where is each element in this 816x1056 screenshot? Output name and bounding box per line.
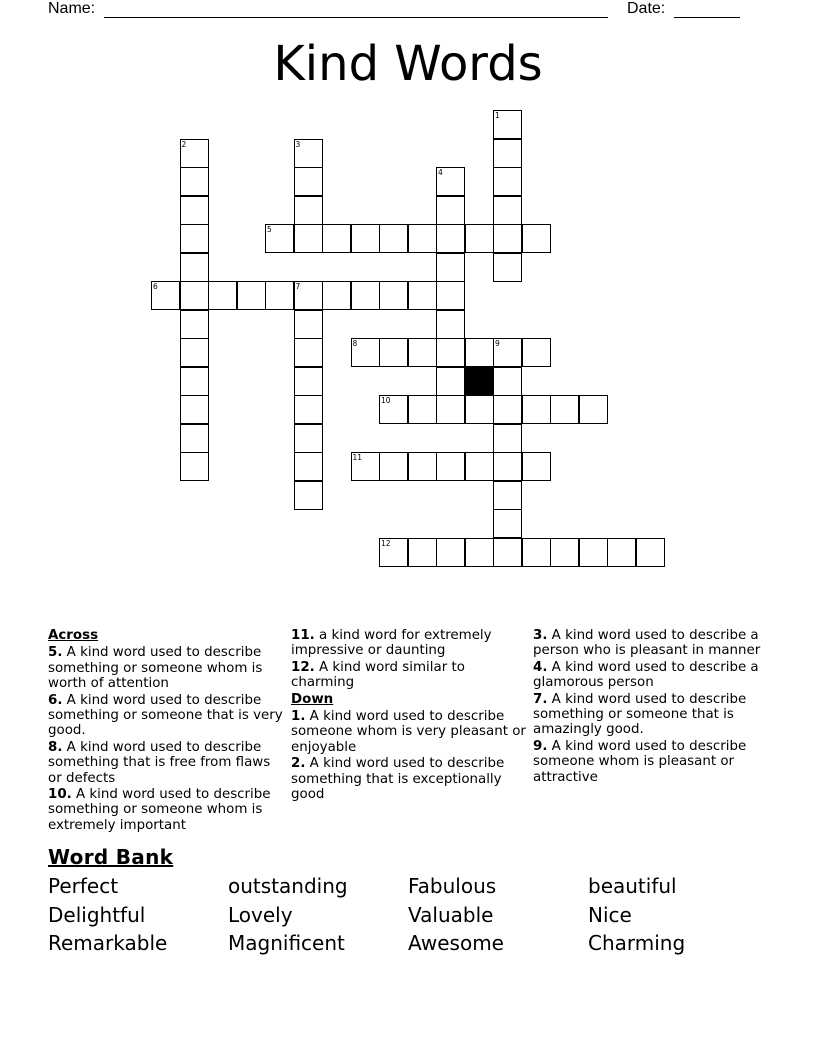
grid-cell[interactable]	[522, 395, 551, 424]
grid-cell[interactable]	[493, 224, 522, 253]
clue-across-8: 8. A kind word used to describe something that is free from flaws or defects	[48, 739, 271, 786]
grid-cell[interactable]	[436, 395, 465, 424]
grid-cell[interactable]	[265, 224, 294, 253]
grid-cell[interactable]	[550, 395, 579, 424]
grid-cell[interactable]	[180, 395, 209, 424]
word-bank-item: Fabulous	[408, 874, 497, 898]
grid-cell[interactable]	[294, 310, 323, 339]
cell-number: 2	[181, 139, 187, 149]
grid-cell[interactable]	[294, 224, 323, 253]
cell-number: 5	[267, 225, 272, 234]
word-bank-item: Delightful	[48, 903, 146, 927]
clues-column-3	[533, 628, 761, 786]
grid-cell[interactable]	[436, 310, 465, 339]
grid-cell[interactable]	[408, 538, 437, 567]
grid-cell[interactable]	[493, 196, 522, 225]
clue-across-6: 6. A kind word used to describe something or someone that is very good.	[48, 692, 283, 739]
grid-cell[interactable]	[408, 452, 437, 481]
date-label: Date:	[627, 0, 666, 17]
grid-cell[interactable]	[294, 481, 323, 510]
grid-cell[interactable]	[436, 338, 465, 367]
grid-cell[interactable]	[294, 367, 323, 396]
grid-cell[interactable]	[294, 395, 323, 424]
grid-cell[interactable]	[351, 338, 380, 367]
down-heading: Down	[291, 691, 334, 707]
grid-cell[interactable]	[351, 452, 380, 481]
grid-cell[interactable]	[322, 281, 351, 310]
grid-cell[interactable]	[522, 452, 551, 481]
word-bank-item: Valuable	[408, 903, 494, 927]
clue-across-12: 12. A kind word similar to charming	[291, 659, 465, 691]
word-bank-item: Perfect	[48, 874, 119, 898]
word-bank-item: Charming	[588, 931, 686, 955]
grid-cell[interactable]	[180, 452, 209, 481]
grid-cell[interactable]	[294, 452, 323, 481]
clue-down-1: 1. A kind word used to describe someone whom is very pleasant or enjoyable	[291, 709, 526, 755]
grid-cell[interactable]	[294, 196, 323, 225]
clue-across-5: 5. A kind word used to describe something or someone whom is worth of attention	[48, 645, 263, 692]
grid-cell[interactable]	[493, 367, 522, 396]
grid-cell[interactable]	[208, 281, 237, 310]
cell-number: 12	[381, 538, 391, 548]
grid-cell[interactable]	[436, 452, 465, 481]
word-bank-item: Nice	[588, 903, 632, 927]
across-heading: Across	[48, 628, 99, 643]
clue-down-4: 4. A kind word used to describe a glamorous person	[533, 659, 759, 691]
grid-cell[interactable]	[493, 452, 522, 481]
grid-cell[interactable]	[408, 281, 437, 310]
grid-cell[interactable]	[379, 224, 408, 253]
grid-cell[interactable]	[379, 452, 408, 481]
cell-number: 10	[381, 396, 391, 405]
clue-across-10: 10. A kind word used to describe something or someone whom is extremely important	[48, 787, 271, 833]
grid-cell[interactable]	[493, 395, 522, 424]
grid-cell[interactable]	[493, 110, 522, 139]
grid-cell[interactable]	[493, 538, 522, 567]
grid-cell[interactable]	[180, 196, 209, 225]
clue-across-11: 11. a kind word for extremely impressive or daunting	[291, 628, 492, 659]
word-bank-item: Remarkable	[48, 931, 168, 955]
grid-cell[interactable]	[294, 338, 323, 367]
grid-cell[interactable]	[379, 538, 408, 567]
grid-cell[interactable]	[522, 538, 551, 567]
cell-number: 8	[352, 339, 358, 348]
cell-number: 1	[495, 111, 500, 120]
grid-cell[interactable]	[180, 338, 209, 367]
grid-cell[interactable]	[180, 139, 209, 168]
grid-cell[interactable]	[180, 367, 209, 396]
cell-number: 6	[153, 282, 158, 291]
grid-cell[interactable]	[379, 395, 408, 424]
word-bank-item: Awesome	[408, 931, 504, 955]
page-title: Kind Words	[273, 36, 543, 92]
clues-column-2	[291, 628, 529, 803]
grid-cell[interactable]	[436, 167, 465, 196]
cell-number: 7	[295, 282, 301, 291]
grid-cell[interactable]	[493, 253, 522, 282]
cell-number: 11	[352, 453, 363, 462]
grid-cell[interactable]	[294, 139, 323, 168]
grid-cell[interactable]	[636, 538, 665, 567]
grid-cell[interactable]	[379, 281, 408, 310]
grid-cell[interactable]	[294, 424, 323, 453]
grid-cell[interactable]	[493, 139, 522, 168]
grid-cell[interactable]	[436, 281, 465, 310]
grid-cell[interactable]	[379, 338, 408, 367]
grid-cell[interactable]	[436, 367, 465, 396]
grid-cell[interactable]	[465, 224, 494, 253]
word-bank-item: Magnificent	[228, 931, 345, 955]
clue-down-9: 9. A kind word used to describe someone whom is pleasant or attractive	[533, 738, 747, 785]
grid-cell[interactable]	[493, 509, 522, 538]
grid-cell[interactable]	[408, 395, 437, 424]
clue-down-3: 3. A kind word used to describe a person who is pleasant in manner	[533, 628, 761, 659]
grid-cell[interactable]	[493, 424, 522, 453]
grid-cell[interactable]	[351, 281, 380, 310]
grid-cell[interactable]	[493, 167, 522, 196]
grid-cell[interactable]	[465, 452, 494, 481]
grid-cell[interactable]	[351, 224, 380, 253]
cell-number: 9	[495, 339, 500, 348]
grid-block	[465, 367, 494, 396]
word-bank-item: beautiful	[588, 874, 677, 898]
clue-down-2: 2. A kind word used to describe something that is exceptionally good	[291, 756, 505, 803]
name-label: Name:	[48, 0, 96, 17]
grid-cell[interactable]	[465, 538, 494, 567]
grid-cell[interactable]	[180, 253, 209, 282]
grid-cell[interactable]	[436, 253, 465, 282]
grid-cell[interactable]	[579, 395, 608, 424]
grid-cell[interactable]	[493, 338, 522, 367]
clues-column-1	[48, 628, 288, 834]
grid-cell[interactable]	[322, 224, 351, 253]
grid-cell[interactable]	[493, 481, 522, 510]
grid-cell[interactable]	[408, 338, 437, 367]
grid-cell[interactable]	[180, 310, 209, 339]
grid-cell[interactable]	[294, 281, 323, 310]
grid-cell[interactable]	[408, 224, 437, 253]
grid-cell[interactable]	[180, 424, 209, 453]
grid-cell[interactable]	[550, 538, 579, 567]
word-bank-item: Lovely	[228, 903, 293, 927]
grid-cell[interactable]	[237, 281, 266, 310]
grid-cell[interactable]	[522, 224, 551, 253]
grid-cell[interactable]	[180, 224, 209, 253]
grid-cell[interactable]	[607, 538, 636, 567]
word-bank-title: Word Bank	[48, 845, 174, 869]
grid-cell[interactable]	[180, 281, 209, 310]
grid-cell[interactable]	[151, 281, 180, 310]
cell-number: 4	[438, 168, 443, 177]
grid-cell[interactable]	[465, 395, 494, 424]
clue-down-7: 7. A kind word used to describe something or someone that is amazingly good.	[533, 691, 747, 738]
word-bank-item: outstanding	[228, 874, 348, 898]
grid-cell[interactable]	[180, 167, 209, 196]
grid-cell[interactable]	[436, 224, 465, 253]
grid-cell[interactable]	[465, 338, 494, 367]
cell-number: 3	[295, 139, 301, 149]
grid-cell[interactable]	[436, 196, 465, 225]
grid-cell[interactable]	[436, 538, 465, 567]
grid-cell[interactable]	[294, 167, 323, 196]
grid-cell[interactable]	[579, 538, 608, 567]
grid-cell[interactable]	[265, 281, 294, 310]
grid-cell[interactable]	[522, 338, 551, 367]
